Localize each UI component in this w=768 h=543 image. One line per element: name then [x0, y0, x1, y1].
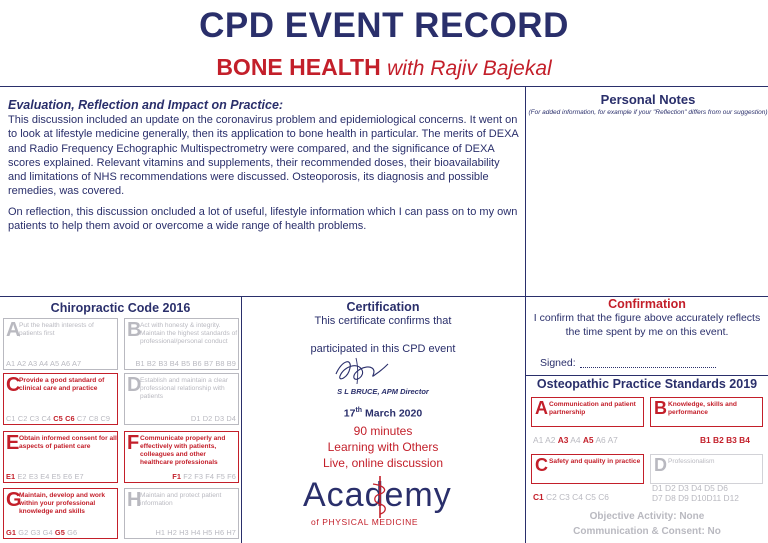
chiro-title: Chiropractic Code 2016 — [50, 301, 191, 315]
event-subtitle — [0, 54, 768, 81]
code-e4: E4 — [40, 472, 50, 481]
code-a2: A2 — [545, 435, 556, 445]
chiro-letter-d: D — [127, 374, 142, 396]
chiro-box-c — [3, 373, 118, 425]
personal-notes-title: Personal Notes — [600, 92, 696, 107]
code-a4: A4 — [39, 359, 49, 368]
osteo-codes-b — [700, 435, 750, 445]
cert-signatory: S L BRUCE, APM Director — [337, 387, 429, 396]
chiro-text-b: Act with honesty & integrity. Maintain the highest standards of professional/personal conduct — [140, 322, 238, 345]
osteo-box-c — [531, 454, 644, 484]
reflection-text: On reflection, this discussion oncluded a lot of useful, lifestyle information which I can pass on to my own patients to help them avoid or overcome a wide range of health problems. — [8, 206, 518, 233]
code-g2: G2 — [18, 528, 29, 537]
code-b9: B9 — [226, 359, 236, 368]
director-signature — [332, 352, 392, 386]
code-f3: F3 — [194, 472, 204, 481]
code-c6: C6 — [65, 414, 75, 423]
chiro-text-d: Establish and maintain a clear professional relationship with patients — [140, 377, 228, 400]
code-c1: C1 — [6, 414, 16, 423]
certification-title: Certification — [346, 300, 420, 314]
osteo-codes-d-line2: D7 D8 D9 D10D11 D12 — [652, 493, 739, 503]
code-a3: A3 — [557, 435, 569, 445]
logo-wordmark: Academy — [303, 476, 452, 514]
code-e2: E2 — [17, 472, 27, 481]
code-c2: C2 — [17, 414, 28, 423]
code-a1: A1 — [6, 359, 16, 368]
code-f4: F4 — [205, 472, 215, 481]
code-e1: E1 — [6, 472, 16, 481]
code-d2: D2 — [202, 414, 213, 423]
code-b4: B4 — [169, 359, 179, 368]
code-b3: B3 — [726, 435, 737, 445]
code-f2: F2 — [183, 472, 193, 481]
code-h5: H5 — [202, 528, 213, 537]
chiro-box-h — [124, 488, 239, 539]
chiro-text-e: Obtain informed consent for all aspects of patient care — [19, 435, 117, 450]
osteo-letter-a: A — [535, 398, 548, 418]
osteo-box-b — [650, 397, 763, 427]
logo-subtitle: of PHYSICAL MEDICINE — [311, 517, 419, 527]
code-a4: A4 — [570, 435, 581, 445]
signature-field[interactable] — [580, 367, 716, 368]
date-rest: March 2020 — [362, 407, 423, 420]
code-b2: B2 — [146, 359, 157, 368]
chiro-codes-h — [125, 528, 236, 537]
code-c4: C4 — [41, 414, 52, 423]
chiro-letter-f: F — [127, 432, 140, 454]
code-b2: B2 — [713, 435, 724, 445]
communication-consent: Communication & Consent: No — [573, 526, 721, 537]
chiro-box-b — [124, 318, 239, 370]
osteo-text-d: Professionalism — [668, 458, 715, 465]
personal-notes-subtitle: (For added information, for example if your "Reflection" differs from our suggestion) — [528, 109, 768, 116]
osteo-codes-c — [533, 492, 609, 502]
osteo-text-a: Communication and patient partnership — [549, 401, 636, 416]
code-h7: H7 — [226, 528, 236, 537]
presenter-name: with Rajiv Bajekal — [387, 57, 552, 80]
code-c9: C9 — [100, 414, 111, 423]
code-c5: C5 — [53, 414, 63, 423]
osteo-letter-b: B — [654, 398, 667, 418]
chiro-codes-d — [125, 414, 236, 423]
code-e5: E5 — [51, 472, 61, 481]
code-a5: A5 — [50, 359, 60, 368]
chiro-box-d — [124, 373, 239, 425]
caduceus-icon — [369, 474, 391, 520]
code-b8: B8 — [215, 359, 225, 368]
code-a6: A6 — [595, 435, 606, 445]
chiro-codes-b — [125, 359, 236, 368]
code-c6: C6 — [598, 492, 609, 502]
chiro-letter-b: B — [127, 319, 142, 341]
date-suffix: th — [355, 407, 363, 414]
code-c1: C1 — [533, 492, 544, 502]
code-e7: E7 — [74, 472, 84, 481]
osteo-box-d — [650, 454, 763, 484]
code-b1: B1 — [700, 435, 711, 445]
chiro-letter-c: C — [6, 374, 21, 396]
code-a7: A7 — [72, 359, 82, 368]
page-title: CPD EVENT RECORD — [199, 6, 569, 45]
code-c2: C2 — [546, 492, 557, 502]
chiro-letter-e: E — [6, 432, 20, 454]
code-g4: G4 — [42, 528, 53, 537]
code-e6: E6 — [63, 472, 73, 481]
code-f6: F6 — [227, 472, 236, 481]
cert-line2: participated in this CPD event — [310, 343, 456, 355]
event-topic: BONE HEALTH — [216, 54, 381, 80]
code-b3: B3 — [158, 359, 168, 368]
chiro-codes-e — [6, 472, 115, 481]
confirmation-text: I confirm that the figure above accurately reflects the time spent by me on this event. — [533, 312, 761, 338]
chiro-box-e — [3, 431, 118, 483]
chiro-text-g: Maintain, develop and work within your professional knowledge and skills — [19, 492, 106, 515]
osteo-codes-a — [533, 435, 618, 445]
objective-activity: Objective Activity: None — [589, 511, 705, 522]
chiro-codes-c — [6, 414, 115, 423]
osteo-divider — [525, 375, 768, 376]
cert-format: Learning with Others — [327, 440, 439, 454]
osteo-letter-c: C — [535, 455, 548, 475]
code-h1: H1 — [155, 528, 166, 537]
code-b7: B7 — [203, 359, 214, 368]
code-b6: B6 — [192, 359, 202, 368]
evaluation-text: This discussion included an update on the coronavirus problem and epidemiological concerns. It went on to look at lifestyle medicine generally, then its application to bone health in particular. The merits of DEXA and Radio Frequency Echographic Multispectrometry were compared, and the significance of DEXA scores explained. Relevant vitamins and supplements, their recommended doses, their bioavailability and limitations of NHS recommendations were discussed. Osteoporosis, its diagnosis and possible remedies, was covered. — [8, 114, 519, 198]
cert-line1: This certificate confirms that — [314, 315, 452, 327]
code-b1: B1 — [135, 359, 145, 368]
code-a6: A6 — [61, 359, 71, 368]
cert-date — [241, 407, 525, 420]
code-c5: C5 — [585, 492, 596, 502]
signed-label: Signed: — [540, 357, 576, 369]
code-b5: B5 — [181, 359, 191, 368]
chiro-text-f: Communicate properly and effectively with patients, colleagues and other healthcare professionals — [140, 435, 226, 466]
chiro-letter-a: A — [6, 319, 21, 341]
personal-notes-area[interactable] — [530, 128, 762, 290]
code-a5: A5 — [582, 435, 594, 445]
code-f5: F5 — [216, 472, 226, 481]
header-divider — [0, 86, 768, 87]
code-a7: A7 — [607, 435, 618, 445]
code-e3: E3 — [28, 472, 39, 481]
code-b4: B4 — [739, 435, 750, 445]
code-g3: G3 — [30, 528, 41, 537]
osteo-box-a — [531, 397, 644, 427]
evaluation-heading: Evaluation, Reflection and Impact on Practice: — [8, 98, 284, 112]
code-h2: H2 — [167, 528, 177, 537]
osteo-letter-d: D — [654, 455, 667, 475]
chiro-box-a — [3, 318, 118, 370]
cert-duration: 90 minutes — [353, 424, 413, 438]
code-c4: C4 — [572, 492, 583, 502]
date-day: 17 — [343, 407, 356, 420]
chiro-text-h: Maintain and protect patient information — [140, 492, 222, 507]
notes-divider — [525, 86, 526, 296]
code-a3: A3 — [28, 359, 38, 368]
code-h3: H3 — [179, 528, 189, 537]
osteo-text-c: Safety and quality in practice — [549, 458, 641, 465]
osteo-codes-d-line1: D1 D2 D3 D4 D5 D6 — [652, 483, 728, 493]
code-c8: C8 — [88, 414, 99, 423]
code-h6: H6 — [214, 528, 225, 537]
chiro-letter-h: H — [127, 489, 142, 511]
cert-format-detail: Live, online discussion — [322, 456, 444, 470]
confirmation-title: Confirmation — [608, 297, 686, 311]
osteo-title: Osteopathic Practice Standards 2019 — [536, 377, 758, 391]
code-g6: G6 — [67, 528, 78, 537]
code-a1: A1 — [533, 435, 544, 445]
code-d3: D3 — [214, 414, 225, 423]
code-f1: F1 — [172, 472, 182, 481]
chiro-codes-g — [6, 528, 115, 537]
code-d1: D1 — [190, 414, 201, 423]
code-c7: C7 — [76, 414, 87, 423]
chiro-codes-a — [6, 359, 115, 368]
code-c3: C3 — [29, 414, 40, 423]
chiro-text-a: Put the health interests of patients first — [19, 322, 94, 337]
osteo-text-b: Knowledge, skills and performance — [668, 401, 737, 416]
code-g1: G1 — [6, 528, 17, 537]
code-d4: D4 — [226, 414, 236, 423]
chiro-box-g — [3, 488, 118, 539]
cert-divider — [525, 296, 526, 543]
code-c3: C3 — [559, 492, 570, 502]
chiro-letter-g: G — [6, 489, 22, 511]
code-h4: H4 — [190, 528, 201, 537]
chiro-box-f — [124, 431, 239, 483]
chiro-codes-f — [125, 472, 236, 481]
chiro-text-c: Provide a good standard of clinical care and practice — [19, 377, 105, 392]
code-a2: A2 — [17, 359, 27, 368]
academy-logo — [241, 476, 525, 528]
code-g5: G5 — [54, 528, 65, 537]
